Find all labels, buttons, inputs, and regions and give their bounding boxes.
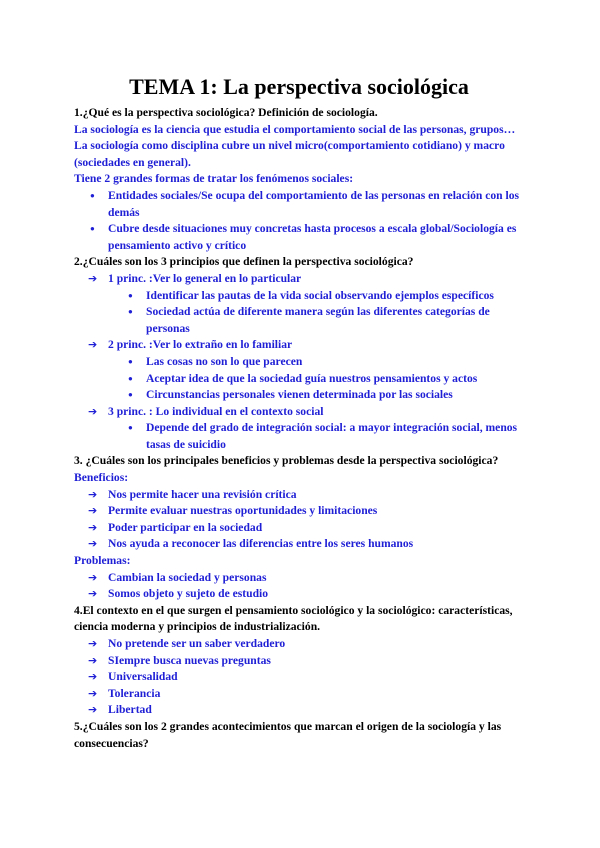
page-title: TEMA 1: La perspectiva sociológica	[129, 74, 469, 99]
list-item	[74, 653, 524, 670]
question-5: 5.¿Cuáles son los 2 grandes acontecimientos que marcan el origen de la sociología y las consecuencias?	[74, 719, 502, 750]
list-item	[74, 669, 524, 686]
list-item-text: Libertad	[108, 703, 152, 717]
principle-3-label: 3 princ. : Lo individual en el contexto social	[108, 404, 324, 418]
list-item	[74, 702, 524, 719]
list-item: ● Sociedad actúa de diferente manera según las diferentes categorías de personas	[74, 304, 524, 337]
principle-1-label: 1 princ. :Ver lo general en lo particular	[108, 271, 302, 285]
arrow-icon: ➔	[88, 637, 98, 650]
list-item	[74, 686, 524, 703]
forms-list	[74, 188, 524, 254]
question-1: 1.¿Qué es la perspectiva sociológica? Definición de sociología.	[74, 106, 378, 119]
list-item: ● Las cosas no son lo que parecen	[74, 354, 524, 371]
benefits-label: Beneficios:	[74, 471, 129, 485]
list-item: ● Aceptar idea de que la sociedad guía nuestros pensamientos y actos	[74, 371, 524, 388]
principle-2-label: 2 princ. :Ver lo extraño en lo familiar	[108, 338, 293, 352]
list-item: ● Identificar las pautas de la vida social observando ejemplos específicos	[74, 288, 524, 305]
list-item	[74, 586, 524, 603]
problems-list	[74, 570, 524, 603]
context-list	[74, 636, 524, 719]
list-item	[74, 520, 524, 537]
question-3: 3. ¿Cuáles son los principales beneficios y problemas desde la perspectiva sociológica?	[74, 454, 499, 468]
arrow-icon: ➔	[88, 570, 98, 584]
list-item: ● Circunstancias personales vienen determinada por las sociales	[74, 387, 524, 404]
list-item	[74, 636, 524, 653]
list-item-text: SIempre busca nuevas preguntas	[108, 653, 271, 667]
principle-3	[74, 404, 524, 421]
arrow-icon: ➔	[88, 686, 98, 700]
arrow-icon: ➔	[88, 504, 98, 518]
arrow-icon: ➔	[88, 537, 98, 551]
arrow-icon: ➔	[88, 520, 98, 534]
list-item-text: Nos permite hacer una revisión crítica	[108, 487, 297, 501]
problems-label: Problemas:	[74, 554, 131, 568]
sociology-definition: La sociología es la ciencia que estudia el comportamiento social de las personas, grupos…La sociología como disciplina cubre un nivel micro(comportamiento cotidiano) y macro (sociedades en general).	[74, 122, 516, 169]
list-item-text: Somos objeto y sujeto de estudio	[108, 587, 269, 601]
list-item: ● Entidades sociales/Se ocupa del comportamiento de las personas en relación con los demás	[74, 188, 524, 221]
question-4: 4.El contexto en el que surgen el pensamiento sociológico y la sociológico: características, ciencia moderna y principios de industrialización.	[74, 603, 513, 634]
list-item	[74, 503, 524, 520]
list-item-text: No pretende ser un saber verdadero	[108, 637, 286, 650]
question-2: 2.¿Cuáles son los 3 principios que definen la perspectiva sociológica?	[74, 255, 414, 269]
list-item-text: Universalidad	[108, 670, 178, 684]
forms-intro: Tiene 2 grandes formas de tratar los fenómenos sociales:	[74, 172, 354, 186]
list-item: ● Cubre desde situaciones muy concretas hasta procesos a escala global/Sociología es pensamiento activo y crítico	[74, 221, 524, 254]
principles-list	[74, 271, 524, 454]
arrow-icon: ➔	[88, 271, 98, 285]
list-item-text: Cambian la sociedad y personas	[108, 570, 267, 584]
list-item	[74, 536, 524, 553]
arrow-icon: ➔	[88, 338, 98, 352]
list-item	[74, 570, 524, 587]
arrow-icon: ➔	[88, 703, 98, 717]
list-item: ● Depende del grado de integración social: a mayor integración social, menos tasas de suicidio	[74, 420, 524, 453]
list-item-text: Nos ayuda a reconocer las diferencias entre los seres humanos	[108, 537, 414, 551]
arrow-icon: ➔	[88, 653, 98, 667]
list-item-text: Tolerancia	[108, 686, 161, 700]
list-item-text: Poder participar en la sociedad	[108, 520, 263, 534]
arrow-icon: ➔	[88, 670, 98, 684]
principle-1	[74, 271, 524, 288]
arrow-icon: ➔	[88, 587, 98, 601]
list-item-text: Permite evaluar nuestras oportunidades y limitaciones	[108, 504, 378, 518]
arrow-icon: ➔	[88, 404, 98, 418]
benefits-list	[74, 487, 524, 553]
arrow-icon: ➔	[88, 487, 98, 501]
list-item	[74, 487, 524, 504]
principle-2	[74, 337, 524, 354]
